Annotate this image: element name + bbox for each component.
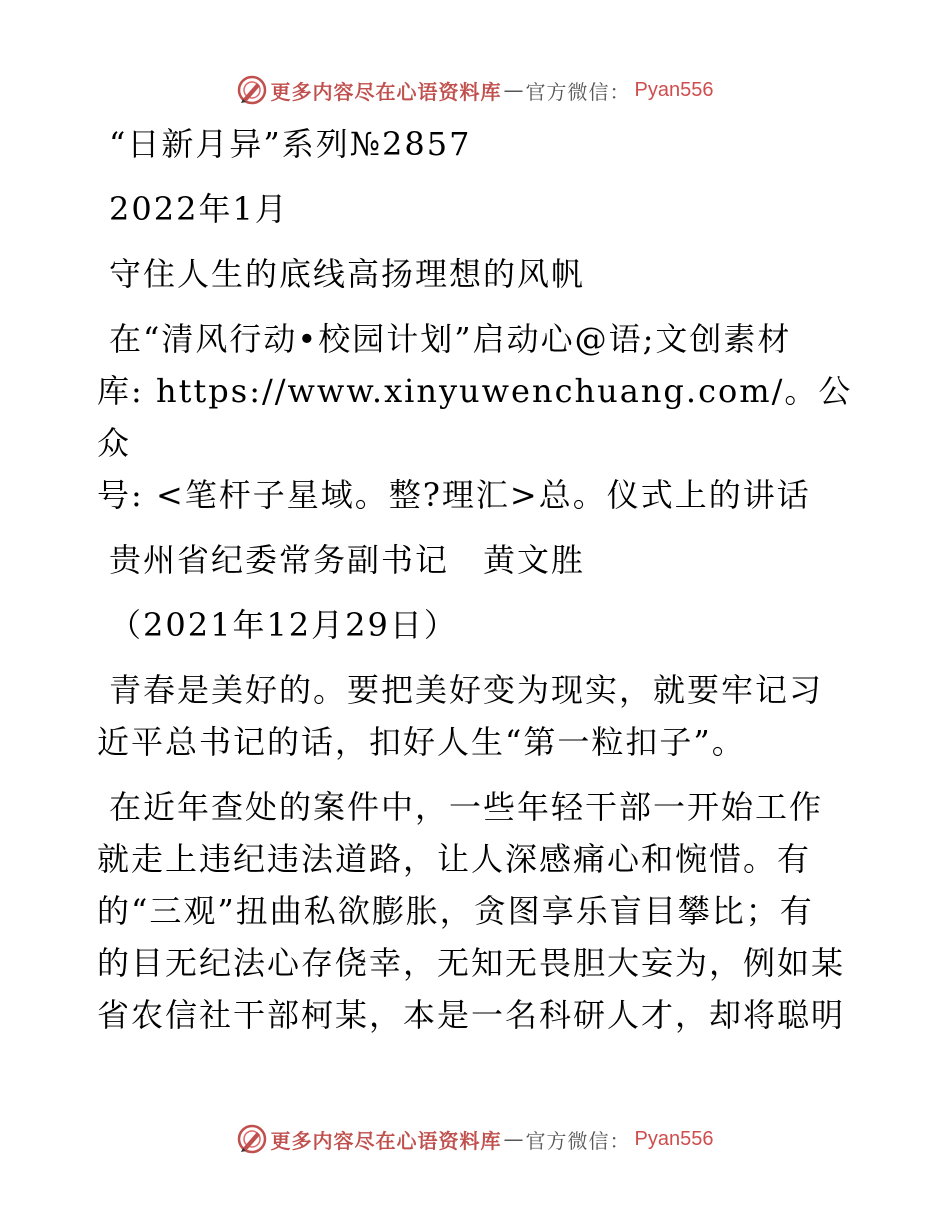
watermark-official-text: 官方微信： bbox=[525, 79, 631, 104]
subtitle-line: 在“清风行动•校园计划”启动心@语;文创素材 bbox=[109, 320, 792, 358]
watermark-separator: — bbox=[503, 78, 524, 102]
subtitle-line: 号: <笔杆子星域。整?理汇>总。仪式上的讲话 bbox=[97, 476, 811, 514]
series-label: “日新月异”系列№2857 bbox=[109, 125, 472, 163]
document-title: 守住人生的底线高扬理想的风帆 bbox=[109, 255, 586, 293]
author-line: 贵州省纪委常务副书记 黄文胜 bbox=[109, 541, 586, 579]
paragraph-line: 近平总书记的话，扣好人生“第一粒扣子”。 bbox=[97, 723, 746, 761]
watermark-wechat-id: Pyan556 bbox=[634, 1127, 714, 1150]
pen-logo-icon bbox=[237, 1124, 267, 1154]
watermark-main-text: 更多内容尽在心语资料库 bbox=[270, 79, 502, 104]
paragraph-line: 在近年查处的案件中，一些年轻干部一开始工作 bbox=[109, 788, 824, 826]
document-body bbox=[97, 118, 857, 1054]
watermark-main-text: 更多内容尽在心语资料库 bbox=[270, 1128, 502, 1153]
watermark-wechat-id: Pyan556 bbox=[634, 78, 714, 101]
paragraph bbox=[97, 664, 857, 768]
watermark-separator: — bbox=[503, 1127, 524, 1151]
footer-watermark bbox=[0, 1119, 950, 1159]
watermark-official-text: 官方微信： bbox=[525, 1128, 631, 1153]
document-date: 2022年1月 bbox=[109, 190, 289, 228]
paragraph-line: 省农信社干部柯某，本是一名科研人才，却将聪明 bbox=[97, 996, 846, 1034]
paragraph bbox=[97, 781, 857, 1041]
speech-subtitle bbox=[97, 313, 857, 521]
paragraph-line: 的目无纪法心存侥幸，无知无畏胆大妄为，例如某 bbox=[97, 944, 846, 982]
paragraph-line: 的“三观”扭曲私欲膨胀，贪图享乐盲目攀比；有 bbox=[97, 892, 814, 930]
speech-date: （2021年12月29日） bbox=[109, 606, 458, 644]
header-watermark bbox=[0, 70, 950, 110]
subtitle-line: 库: https://www.xinyuwenchuang.com/。公众 bbox=[97, 372, 853, 462]
pen-logo-icon bbox=[237, 75, 267, 105]
paragraph-line: 就走上违纪违法道路，让人深感痛心和惋惜。有 bbox=[97, 840, 812, 878]
paragraph-line: 青春是美好的。要把美好变为现实，就要牢记习 bbox=[109, 671, 824, 709]
